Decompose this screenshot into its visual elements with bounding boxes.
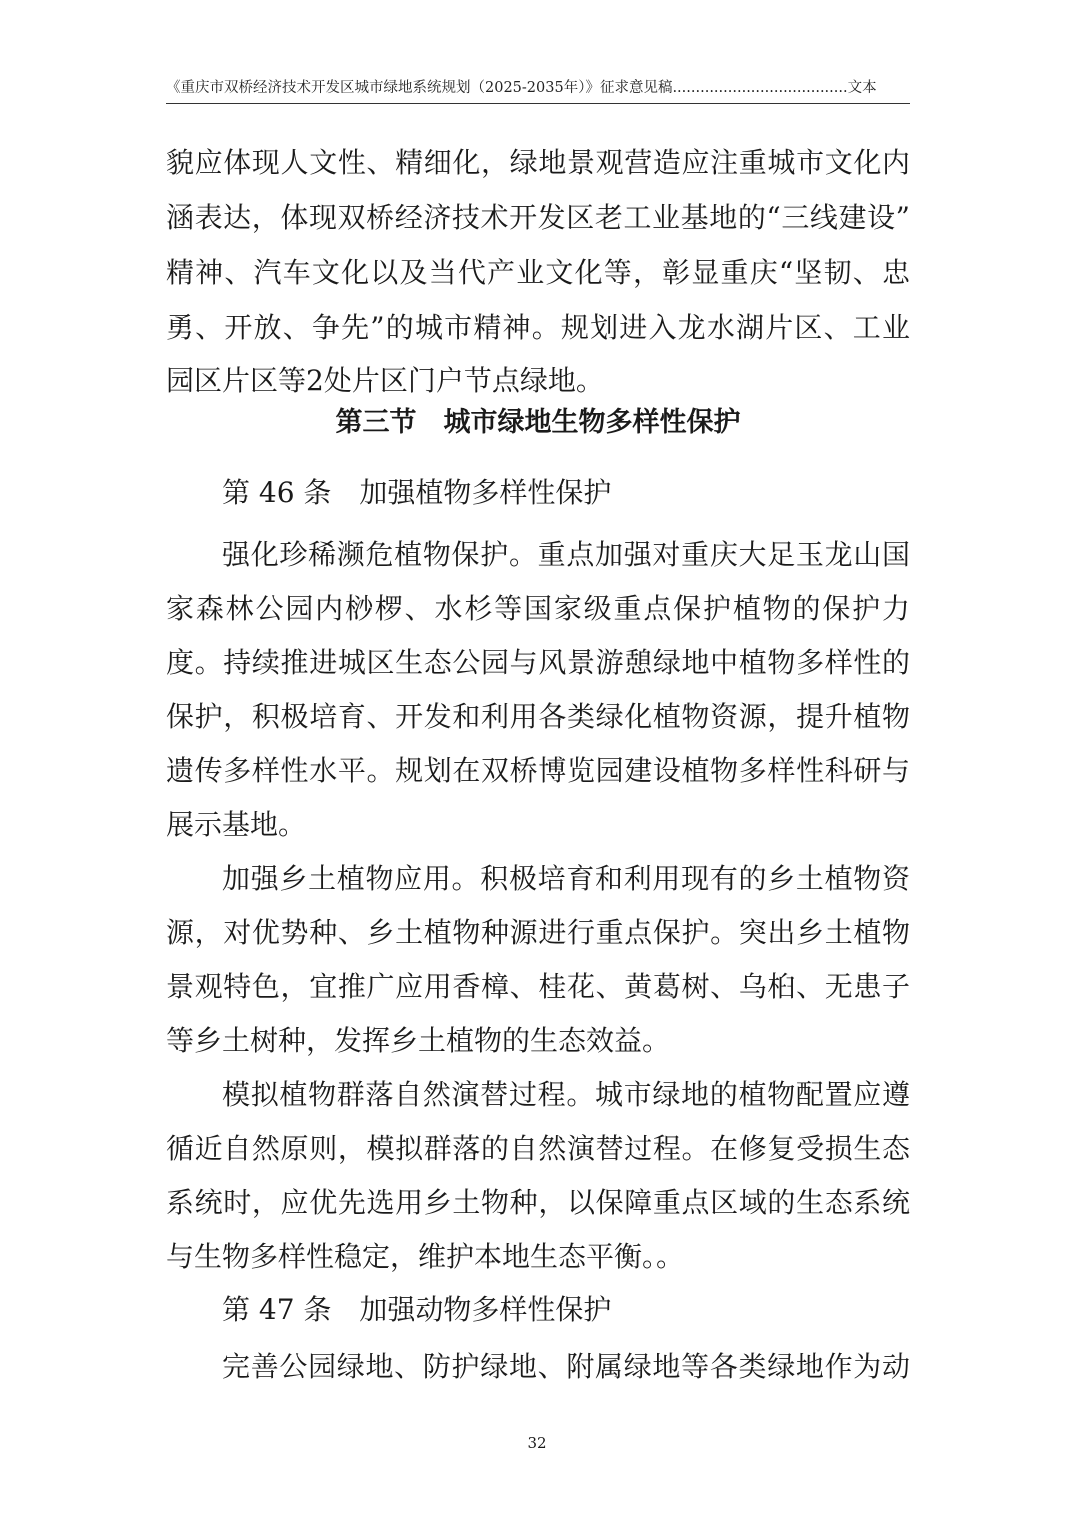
paragraph-line: 家森林公园内桫椤、水杉等国家级重点保护植物的保护力 (166, 592, 910, 625)
paragraph-line: 加强乡土植物应用。积极培育和利用现有的乡土植物资 (222, 862, 910, 895)
paragraph-line: 完善公园绿地、防护绿地、附属绿地等各类绿地作为动 (222, 1350, 910, 1383)
paragraph-line: 与生物多样性稳定，维护本地生态平衡。。 (166, 1240, 685, 1273)
header-divider (166, 103, 910, 104)
paragraph-line: 循近自然原则，模拟群落的自然演替过程。在修复受损生态 (166, 1132, 910, 1165)
paragraph-line: 展示基地。 (166, 808, 307, 841)
paragraph-line: 源，对优势种、乡土植物种源进行重点保护。突出乡土植物 (166, 916, 910, 949)
paragraph-line: 遗传多样性水平。规划在双桥博览园建设植物多样性科研与 (166, 754, 910, 787)
paragraph-line: 园区片区等2处片区门户节点绿地。 (166, 364, 604, 397)
article-46-title: 第 46 条 加强植物多样性保护 (222, 476, 612, 509)
paragraph-line: 系统时，应优先选用乡土物种，以保障重点区域的生态系统 (166, 1186, 910, 1219)
page-number: 32 (527, 1434, 547, 1452)
paragraph-line: 勇、开放、争先”的城市精神。规划进入龙水湖片区、工业 (166, 311, 910, 344)
paragraph-line: 模拟植物群落自然演替过程。城市绿地的植物配置应遵 (222, 1078, 910, 1111)
paragraph-line: 景观特色，宜推广应用香樟、桂花、黄葛树、乌桕、无患子 (166, 970, 910, 1003)
article-47-title: 第 47 条 加强动物多样性保护 (222, 1293, 612, 1326)
paragraph-line: 涵表达，体现双桥经济技术开发区老工业基地的“三线建设” (166, 201, 910, 234)
paragraph-line: 强化珍稀濒危植物保护。重点加强对重庆大足玉龙山国 (222, 538, 910, 571)
running-header: 《重庆市双桥经济技术开发区城市绿地系统规划（2025-2035年）》征求意见稿......................................文本 (166, 80, 877, 96)
section-title: 第三节 城市绿地生物多样性保护 (335, 407, 741, 438)
paragraph-line: 度。持续推进城区生态公园与风景游憩绿地中植物多样性的 (166, 646, 910, 679)
paragraph-line: 保护，积极培育、开发和利用各类绿化植物资源，提升植物 (166, 700, 910, 733)
paragraph-line: 貌应体现人文性、精细化，绿地景观营造应注重城市文化内 (166, 146, 910, 179)
paragraph-line: 等乡土树种，发挥乡土植物的生态效益。 (166, 1024, 671, 1057)
paragraph-line: 精神、汽车文化以及当代产业文化等，彰显重庆“坚韧、忠 (166, 256, 910, 289)
